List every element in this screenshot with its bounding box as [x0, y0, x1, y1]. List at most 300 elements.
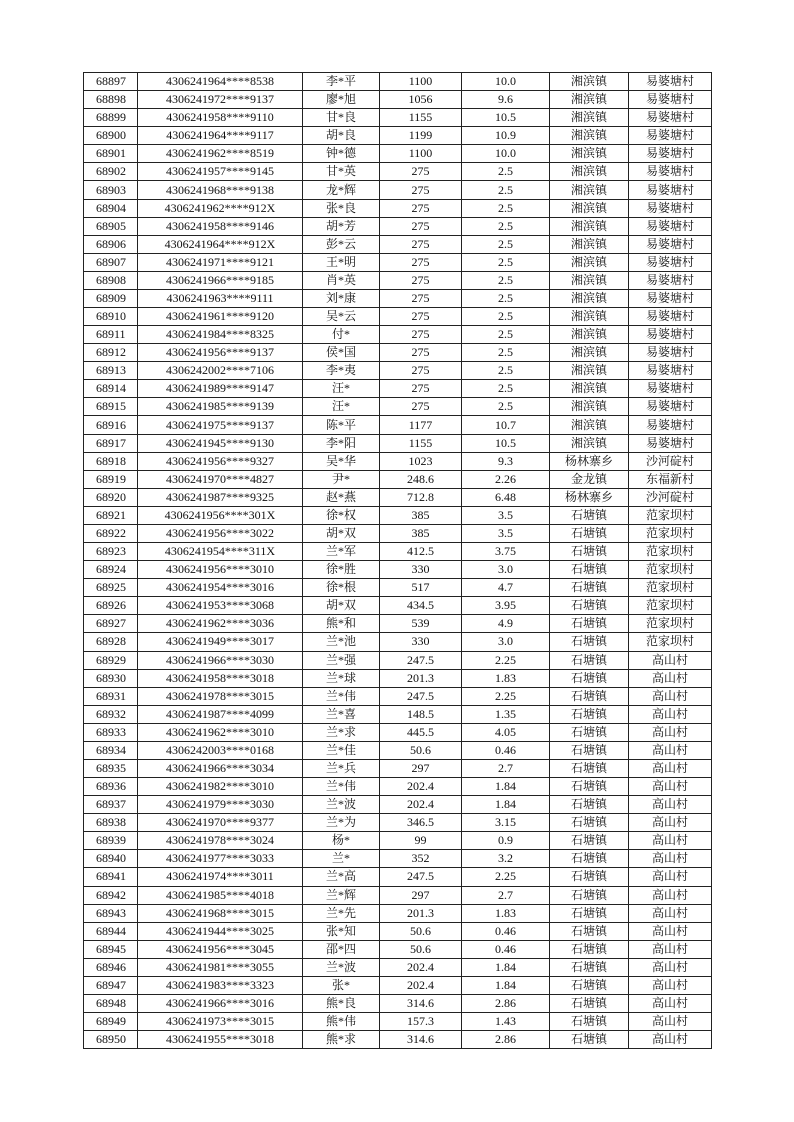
area-cell: 2.26 [462, 470, 550, 488]
amount-cell: 50.6 [380, 940, 462, 958]
serial-number-cell: 68912 [84, 344, 138, 362]
town-cell: 杨林寨乡 [550, 452, 629, 470]
serial-number-cell: 68918 [84, 452, 138, 470]
amount-cell: 50.6 [380, 741, 462, 759]
table-row [84, 235, 712, 253]
town-cell: 石塘镇 [550, 850, 629, 868]
town-cell: 金龙镇 [550, 470, 629, 488]
village-cell: 高山村 [629, 687, 712, 705]
serial-number-cell: 68898 [84, 91, 138, 109]
town-cell: 石塘镇 [550, 759, 629, 777]
name-cell: 兰*伟 [303, 687, 380, 705]
town-cell: 湘滨镇 [550, 434, 629, 452]
village-cell: 高山村 [629, 705, 712, 723]
id-number-cell: 4306241964****912X [138, 235, 303, 253]
serial-number-cell: 68946 [84, 958, 138, 976]
id-number-cell: 4306241966****3030 [138, 651, 303, 669]
serial-number-cell: 68901 [84, 145, 138, 163]
amount-cell: 275 [380, 253, 462, 271]
name-cell: 张*良 [303, 199, 380, 217]
id-number-cell: 4306241962****3010 [138, 723, 303, 741]
table-row [84, 524, 712, 542]
village-cell: 易婆塘村 [629, 434, 712, 452]
id-number-cell: 4306241953****3068 [138, 597, 303, 615]
table-row [84, 271, 712, 289]
amount-cell: 50.6 [380, 922, 462, 940]
village-cell: 高山村 [629, 868, 712, 886]
village-cell: 范家坝村 [629, 633, 712, 651]
id-number-cell: 4306241983****3323 [138, 976, 303, 994]
name-cell: 刘*康 [303, 289, 380, 307]
id-number-cell: 4306241964****8538 [138, 73, 303, 91]
serial-number-cell: 68899 [84, 109, 138, 127]
id-number-cell: 4306241978****3024 [138, 832, 303, 850]
table-row [84, 814, 712, 832]
serial-number-cell: 68942 [84, 886, 138, 904]
amount-cell: 1155 [380, 109, 462, 127]
id-number-cell: 4306241962****8519 [138, 145, 303, 163]
id-number-cell: 4306241979****3030 [138, 796, 303, 814]
amount-cell: 247.5 [380, 651, 462, 669]
town-cell: 石塘镇 [550, 886, 629, 904]
serial-number-cell: 68950 [84, 1031, 138, 1049]
area-cell: 2.5 [462, 289, 550, 307]
serial-number-cell: 68909 [84, 289, 138, 307]
town-cell: 石塘镇 [550, 778, 629, 796]
id-number-cell: 4306241981****3055 [138, 958, 303, 976]
amount-cell: 247.5 [380, 687, 462, 705]
area-cell: 3.15 [462, 814, 550, 832]
id-number-cell: 4306241964****9117 [138, 127, 303, 145]
area-cell: 2.5 [462, 163, 550, 181]
village-cell: 易婆塘村 [629, 326, 712, 344]
area-cell: 3.0 [462, 561, 550, 579]
serial-number-cell: 68933 [84, 723, 138, 741]
town-cell: 湘滨镇 [550, 199, 629, 217]
table-row [84, 380, 712, 398]
village-cell: 范家坝村 [629, 561, 712, 579]
serial-number-cell: 68914 [84, 380, 138, 398]
amount-cell: 275 [380, 181, 462, 199]
table-row [84, 615, 712, 633]
table-row [84, 687, 712, 705]
serial-number-cell: 68902 [84, 163, 138, 181]
amount-cell: 1056 [380, 91, 462, 109]
village-cell: 高山村 [629, 723, 712, 741]
table-row [84, 1031, 712, 1049]
serial-number-cell: 68917 [84, 434, 138, 452]
id-number-cell: 4306241968****3015 [138, 904, 303, 922]
town-cell: 石塘镇 [550, 723, 629, 741]
name-cell: 王*明 [303, 253, 380, 271]
amount-cell: 202.4 [380, 778, 462, 796]
area-cell: 1.84 [462, 958, 550, 976]
town-cell: 石塘镇 [550, 597, 629, 615]
town-cell: 湘滨镇 [550, 289, 629, 307]
serial-number-cell: 68932 [84, 705, 138, 723]
table-row [84, 832, 712, 850]
amount-cell: 314.6 [380, 994, 462, 1012]
table-row [84, 362, 712, 380]
village-cell: 易婆塘村 [629, 344, 712, 362]
table-row [84, 922, 712, 940]
table-row [84, 579, 712, 597]
table-row [84, 181, 712, 199]
village-cell: 易婆塘村 [629, 199, 712, 217]
serial-number-cell: 68928 [84, 633, 138, 651]
village-cell: 范家坝村 [629, 597, 712, 615]
amount-cell: 275 [380, 163, 462, 181]
id-number-cell: 4306241987****9325 [138, 488, 303, 506]
id-number-cell: 4306241970****9377 [138, 814, 303, 832]
name-cell: 钟*德 [303, 145, 380, 163]
table-row [84, 958, 712, 976]
area-cell: 2.5 [462, 199, 550, 217]
name-cell: 张* [303, 976, 380, 994]
serial-number-cell: 68921 [84, 506, 138, 524]
serial-number-cell: 68931 [84, 687, 138, 705]
village-cell: 范家坝村 [629, 579, 712, 597]
table-row [84, 452, 712, 470]
village-cell: 易婆塘村 [629, 253, 712, 271]
table-row [84, 416, 712, 434]
town-cell: 湘滨镇 [550, 73, 629, 91]
serial-number-cell: 68915 [84, 398, 138, 416]
serial-number-cell: 68900 [84, 127, 138, 145]
amount-cell: 297 [380, 759, 462, 777]
serial-number-cell: 68929 [84, 651, 138, 669]
serial-number-cell: 68927 [84, 615, 138, 633]
name-cell: 李*夷 [303, 362, 380, 380]
id-number-cell: 4306241968****9138 [138, 181, 303, 199]
name-cell: 兰*池 [303, 633, 380, 651]
amount-cell: 247.5 [380, 868, 462, 886]
name-cell: 兰*为 [303, 814, 380, 832]
amount-cell: 330 [380, 561, 462, 579]
name-cell: 李*阳 [303, 434, 380, 452]
table-row [84, 127, 712, 145]
town-cell: 湘滨镇 [550, 362, 629, 380]
amount-cell: 1199 [380, 127, 462, 145]
town-cell: 湘滨镇 [550, 380, 629, 398]
id-number-cell: 4306241962****912X [138, 199, 303, 217]
serial-number-cell: 68945 [84, 940, 138, 958]
name-cell: 吴*云 [303, 308, 380, 326]
area-cell: 2.25 [462, 687, 550, 705]
table-row [84, 1013, 712, 1031]
id-number-cell: 4306241966****9185 [138, 271, 303, 289]
name-cell: 陈*平 [303, 416, 380, 434]
village-cell: 高山村 [629, 832, 712, 850]
amount-cell: 248.6 [380, 470, 462, 488]
id-number-cell: 4306241961****9120 [138, 308, 303, 326]
serial-number-cell: 68922 [84, 524, 138, 542]
id-number-cell: 4306241987****4099 [138, 705, 303, 723]
name-cell: 赵*燕 [303, 488, 380, 506]
name-cell: 肖*英 [303, 271, 380, 289]
id-number-cell: 4306241956****9327 [138, 452, 303, 470]
town-cell: 石塘镇 [550, 922, 629, 940]
town-cell: 石塘镇 [550, 832, 629, 850]
table-row [84, 434, 712, 452]
table-row [84, 398, 712, 416]
village-cell: 易婆塘村 [629, 91, 712, 109]
serial-number-cell: 68937 [84, 796, 138, 814]
table-row [84, 886, 712, 904]
area-cell: 2.5 [462, 253, 550, 271]
town-cell: 湘滨镇 [550, 344, 629, 362]
area-cell: 10.7 [462, 416, 550, 434]
id-number-cell: 4306241954****311X [138, 543, 303, 561]
amount-cell: 202.4 [380, 976, 462, 994]
amount-cell: 201.3 [380, 904, 462, 922]
id-number-cell: 4306241944****3025 [138, 922, 303, 940]
town-cell: 石塘镇 [550, 904, 629, 922]
name-cell: 兰*军 [303, 543, 380, 561]
serial-number-cell: 68947 [84, 976, 138, 994]
id-number-cell: 4306241949****3017 [138, 633, 303, 651]
serial-number-cell: 68923 [84, 543, 138, 561]
area-cell: 2.7 [462, 759, 550, 777]
table-row [84, 705, 712, 723]
id-number-cell: 4306241956****3010 [138, 561, 303, 579]
id-number-cell: 4306241970****4827 [138, 470, 303, 488]
area-cell: 2.25 [462, 868, 550, 886]
serial-number-cell: 68935 [84, 759, 138, 777]
serial-number-cell: 68949 [84, 1013, 138, 1031]
name-cell: 熊*和 [303, 615, 380, 633]
table-row [84, 289, 712, 307]
town-cell: 石塘镇 [550, 940, 629, 958]
amount-cell: 275 [380, 271, 462, 289]
area-cell: 2.86 [462, 994, 550, 1012]
village-cell: 高山村 [629, 1013, 712, 1031]
area-cell: 2.5 [462, 380, 550, 398]
id-number-cell: 4306242003****0168 [138, 741, 303, 759]
serial-number-cell: 68944 [84, 922, 138, 940]
amount-cell: 385 [380, 524, 462, 542]
village-cell: 易婆塘村 [629, 289, 712, 307]
amount-cell: 539 [380, 615, 462, 633]
table-row [84, 723, 712, 741]
id-number-cell: 4306241958****3018 [138, 669, 303, 687]
area-cell: 0.9 [462, 832, 550, 850]
amount-cell: 1100 [380, 73, 462, 91]
amount-cell: 346.5 [380, 814, 462, 832]
village-cell: 高山村 [629, 904, 712, 922]
village-cell: 范家坝村 [629, 543, 712, 561]
town-cell: 石塘镇 [550, 814, 629, 832]
area-cell: 3.0 [462, 633, 550, 651]
amount-cell: 385 [380, 506, 462, 524]
id-number-cell: 4306241972****9137 [138, 91, 303, 109]
amount-cell: 352 [380, 850, 462, 868]
town-cell: 石塘镇 [550, 506, 629, 524]
village-cell: 易婆塘村 [629, 416, 712, 434]
serial-number-cell: 68907 [84, 253, 138, 271]
name-cell: 兰*波 [303, 796, 380, 814]
id-number-cell: 4306241966****3016 [138, 994, 303, 1012]
area-cell: 4.7 [462, 579, 550, 597]
area-cell: 9.6 [462, 91, 550, 109]
area-cell: 1.43 [462, 1013, 550, 1031]
area-cell: 4.05 [462, 723, 550, 741]
town-cell: 湘滨镇 [550, 109, 629, 127]
town-cell: 石塘镇 [550, 868, 629, 886]
serial-number-cell: 68925 [84, 579, 138, 597]
serial-number-cell: 68948 [84, 994, 138, 1012]
amount-cell: 330 [380, 633, 462, 651]
name-cell: 兰*波 [303, 958, 380, 976]
amount-cell: 99 [380, 832, 462, 850]
table-row [84, 145, 712, 163]
amount-cell: 1100 [380, 145, 462, 163]
id-number-cell: 4306241954****3016 [138, 579, 303, 597]
id-number-cell: 4306241989****9147 [138, 380, 303, 398]
table-row [84, 868, 712, 886]
name-cell: 汪* [303, 380, 380, 398]
amount-cell: 201.3 [380, 669, 462, 687]
area-cell: 3.2 [462, 850, 550, 868]
area-cell: 2.5 [462, 235, 550, 253]
id-number-cell: 4306241955****3018 [138, 1031, 303, 1049]
village-cell: 高山村 [629, 850, 712, 868]
area-cell: 3.5 [462, 506, 550, 524]
table-row [84, 633, 712, 651]
name-cell: 兰*求 [303, 723, 380, 741]
serial-number-cell: 68905 [84, 217, 138, 235]
town-cell: 湘滨镇 [550, 398, 629, 416]
serial-number-cell: 68908 [84, 271, 138, 289]
name-cell: 熊*伟 [303, 1013, 380, 1031]
table-row [84, 940, 712, 958]
area-cell: 2.5 [462, 398, 550, 416]
area-cell: 2.5 [462, 344, 550, 362]
serial-number-cell: 68926 [84, 597, 138, 615]
amount-cell: 148.5 [380, 705, 462, 723]
town-cell: 石塘镇 [550, 651, 629, 669]
name-cell: 甘*良 [303, 109, 380, 127]
table-row [84, 561, 712, 579]
table-row [84, 669, 712, 687]
name-cell: 胡*良 [303, 127, 380, 145]
table-row [84, 597, 712, 615]
serial-number-cell: 68924 [84, 561, 138, 579]
amount-cell: 1023 [380, 452, 462, 470]
table-row [84, 796, 712, 814]
town-cell: 湘滨镇 [550, 253, 629, 271]
area-cell: 1.84 [462, 778, 550, 796]
table-row [84, 488, 712, 506]
serial-number-cell: 68934 [84, 741, 138, 759]
name-cell: 邵*四 [303, 940, 380, 958]
table-row [84, 470, 712, 488]
name-cell: 兰* [303, 850, 380, 868]
area-cell: 3.5 [462, 524, 550, 542]
village-cell: 高山村 [629, 796, 712, 814]
area-cell: 10.9 [462, 127, 550, 145]
id-number-cell: 4306241956****3022 [138, 524, 303, 542]
town-cell: 石塘镇 [550, 741, 629, 759]
town-cell: 石塘镇 [550, 561, 629, 579]
id-number-cell: 4306241956****3045 [138, 940, 303, 958]
area-cell: 2.7 [462, 886, 550, 904]
name-cell: 徐*根 [303, 579, 380, 597]
table-row [84, 759, 712, 777]
name-cell: 徐*胜 [303, 561, 380, 579]
area-cell: 1.83 [462, 669, 550, 687]
area-cell: 2.25 [462, 651, 550, 669]
serial-number-cell: 68936 [84, 778, 138, 796]
town-cell: 湘滨镇 [550, 235, 629, 253]
amount-cell: 202.4 [380, 958, 462, 976]
table-row [84, 904, 712, 922]
village-cell: 高山村 [629, 1031, 712, 1049]
table-row [84, 778, 712, 796]
amount-cell: 434.5 [380, 597, 462, 615]
amount-cell: 202.4 [380, 796, 462, 814]
village-cell: 高山村 [629, 669, 712, 687]
serial-number-cell: 68941 [84, 868, 138, 886]
name-cell: 兰*球 [303, 669, 380, 687]
area-cell: 10.5 [462, 434, 550, 452]
table-row [84, 199, 712, 217]
amount-cell: 445.5 [380, 723, 462, 741]
name-cell: 胡*双 [303, 524, 380, 542]
town-cell: 石塘镇 [550, 1031, 629, 1049]
town-cell: 杨林寨乡 [550, 488, 629, 506]
town-cell: 石塘镇 [550, 796, 629, 814]
town-cell: 湘滨镇 [550, 145, 629, 163]
id-number-cell: 4306241956****9137 [138, 344, 303, 362]
serial-number-cell: 68940 [84, 850, 138, 868]
town-cell: 湘滨镇 [550, 217, 629, 235]
name-cell: 熊*良 [303, 994, 380, 1012]
amount-cell: 517 [380, 579, 462, 597]
amount-cell: 1177 [380, 416, 462, 434]
village-cell: 高山村 [629, 651, 712, 669]
name-cell: 付* [303, 326, 380, 344]
town-cell: 石塘镇 [550, 1013, 629, 1031]
id-number-cell: 4306241984****8325 [138, 326, 303, 344]
id-number-cell: 4306241958****9146 [138, 217, 303, 235]
town-cell: 湘滨镇 [550, 181, 629, 199]
serial-number-cell: 68904 [84, 199, 138, 217]
serial-number-cell: 68943 [84, 904, 138, 922]
village-cell: 沙河碇村 [629, 488, 712, 506]
serial-number-cell: 68920 [84, 488, 138, 506]
area-cell: 2.5 [462, 181, 550, 199]
serial-number-cell: 68913 [84, 362, 138, 380]
table-row [84, 326, 712, 344]
town-cell: 湘滨镇 [550, 127, 629, 145]
area-cell: 0.46 [462, 940, 550, 958]
serial-number-cell: 68910 [84, 308, 138, 326]
village-cell: 易婆塘村 [629, 127, 712, 145]
id-number-cell: 4306241975****9137 [138, 416, 303, 434]
serial-number-cell: 68919 [84, 470, 138, 488]
village-cell: 范家坝村 [629, 524, 712, 542]
area-cell: 3.75 [462, 543, 550, 561]
id-number-cell: 4306241963****9111 [138, 289, 303, 307]
town-cell: 石塘镇 [550, 976, 629, 994]
amount-cell: 275 [380, 289, 462, 307]
town-cell: 石塘镇 [550, 958, 629, 976]
serial-number-cell: 68930 [84, 669, 138, 687]
amount-cell: 275 [380, 362, 462, 380]
amount-cell: 157.3 [380, 1013, 462, 1031]
id-number-cell: 4306241982****3010 [138, 778, 303, 796]
